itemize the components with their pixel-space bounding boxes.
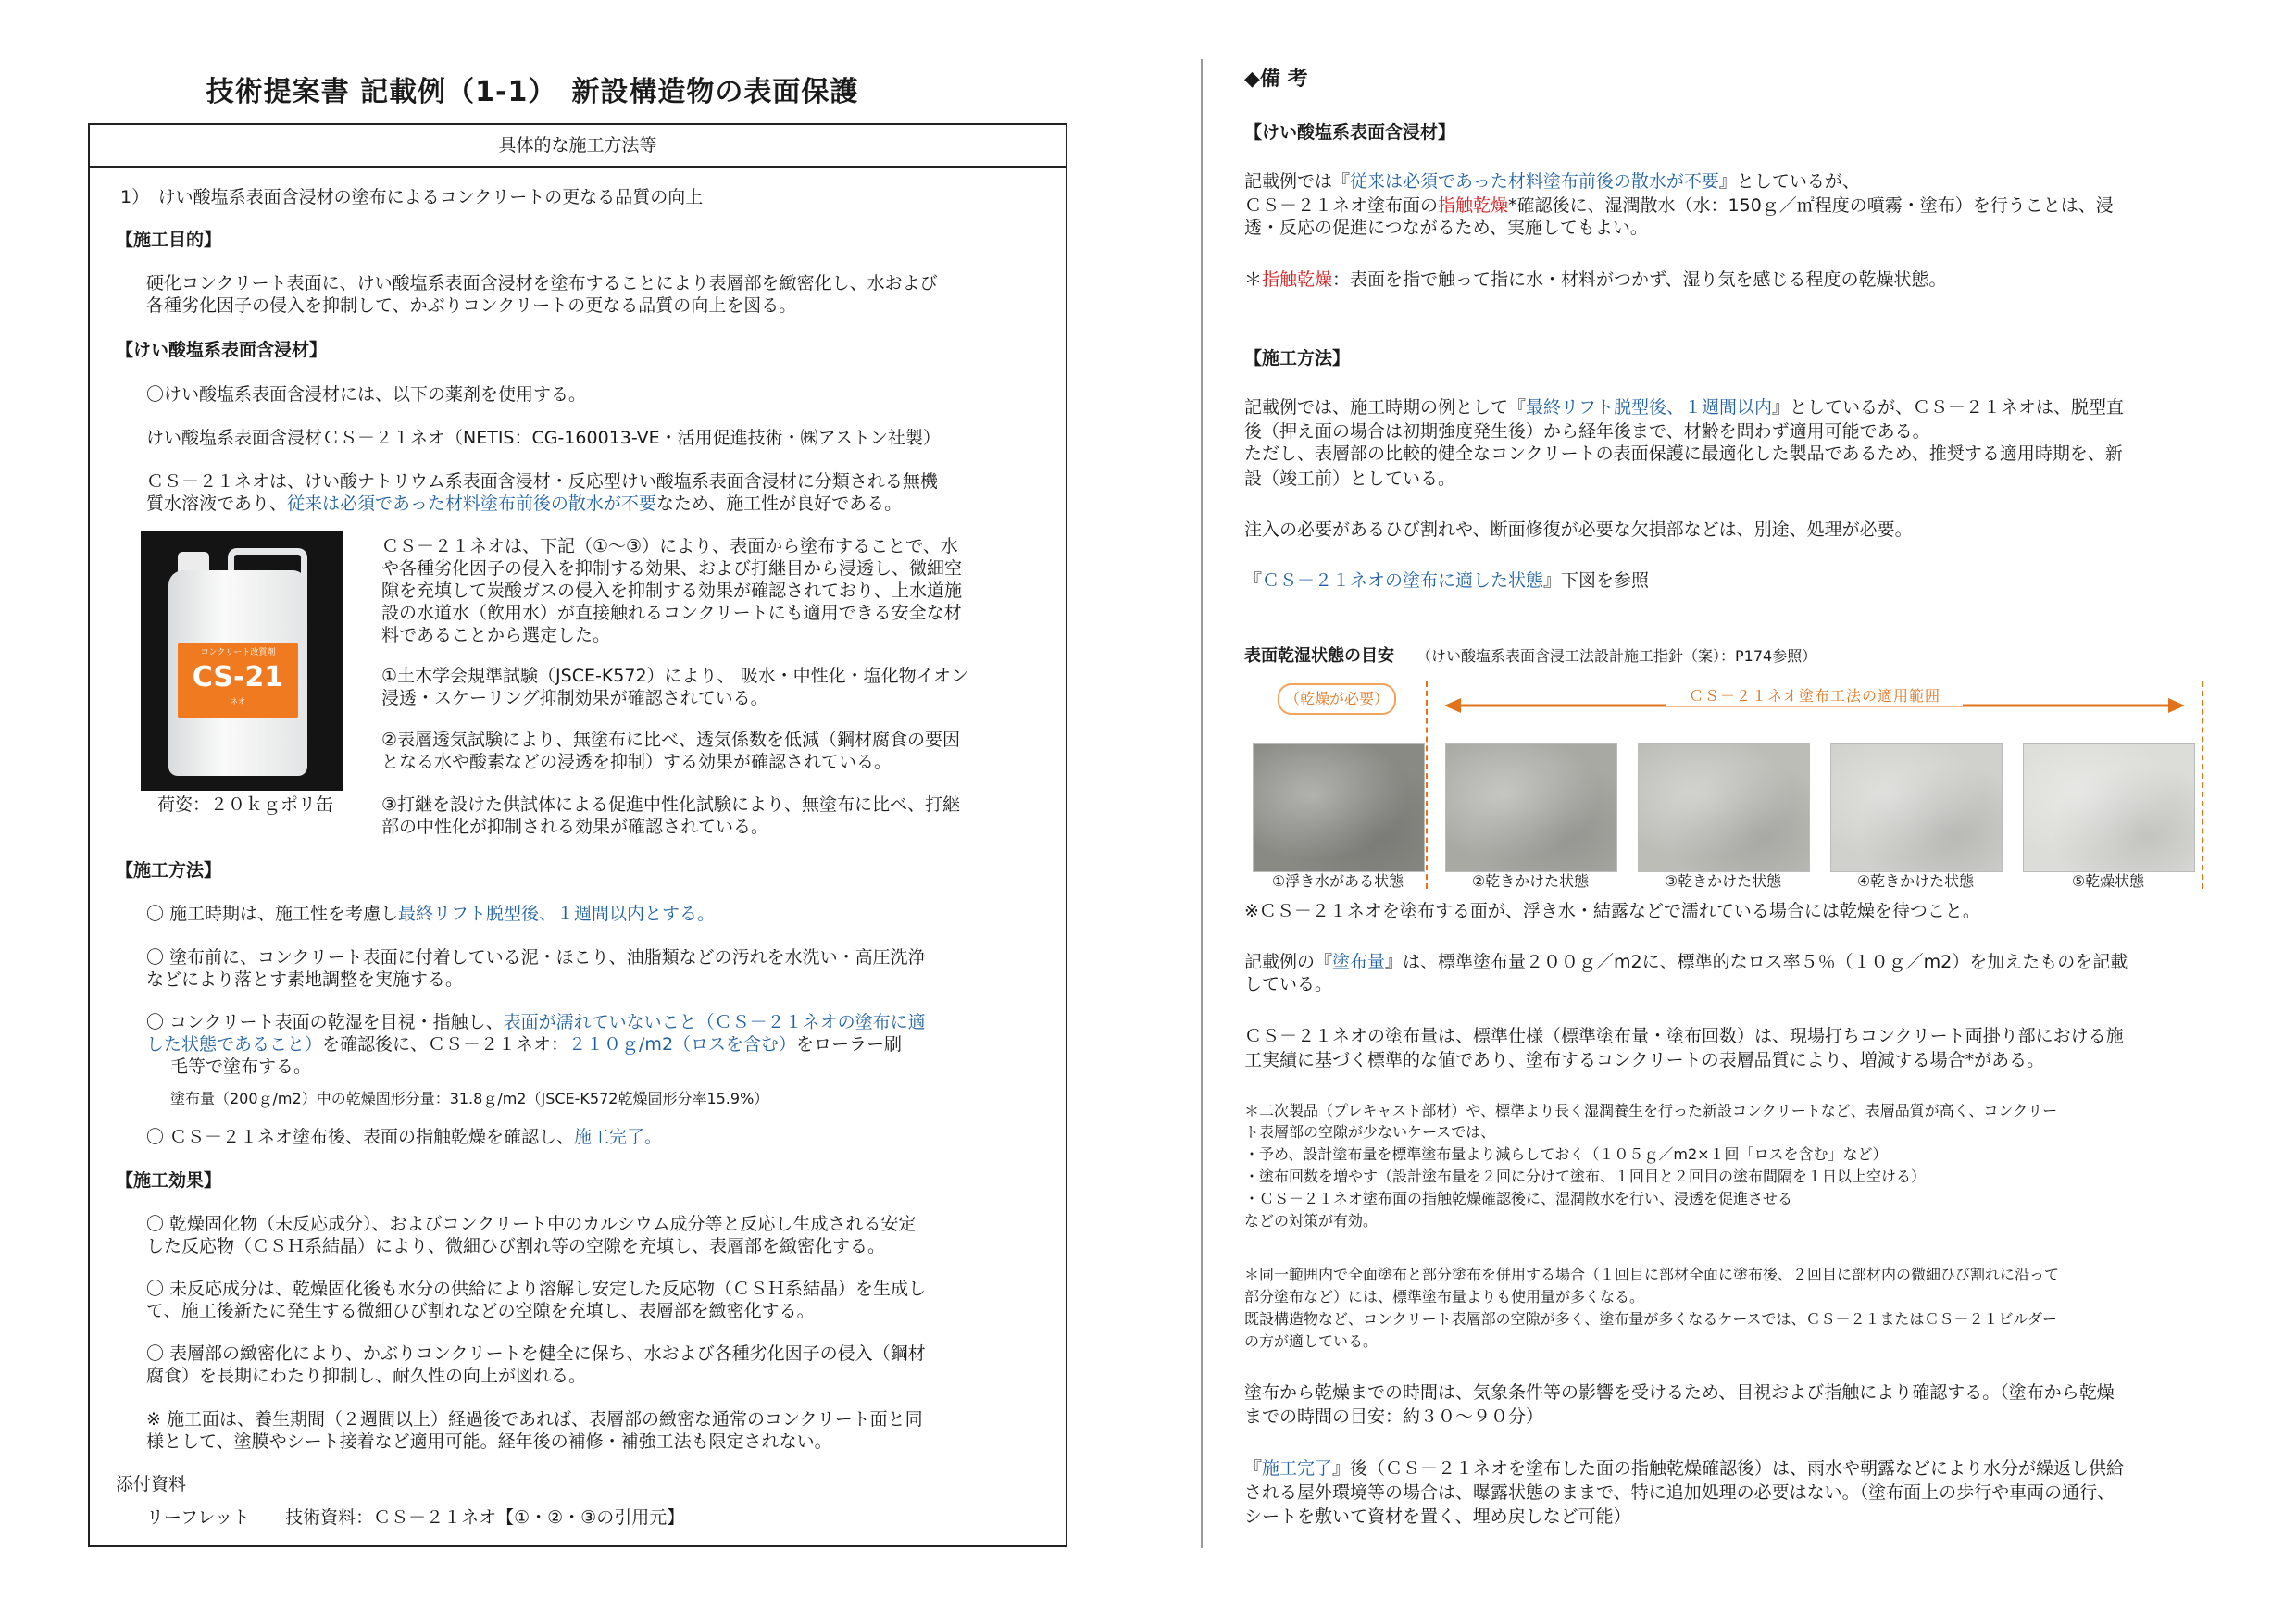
- photo-caption: 荷姿：２０ｋｇポリ缶: [157, 794, 334, 815]
- amount-line-4: 工実績に基づく標準的な値であり、塗布するコンクリートの表層品質により、増減する場合*がある。: [1244, 1050, 2045, 1070]
- amount-line-2: している。: [1244, 974, 1333, 994]
- effect-c-line-2: 腐食）を長期にわたり抑制し、耐久性の向上が図れる。: [146, 1366, 587, 1386]
- material-line-1: 〇けい酸塩系表面含浸材には、以下の薬剤を使用する。: [146, 384, 587, 405]
- remarks-material-heading: 【けい酸塩系表面含浸材】: [1244, 122, 1456, 143]
- method-heading: 【施工方法】: [116, 860, 222, 881]
- remarks-method-line-5: 注入の必要があるひび割れや、断面修復が必要な欠損部などは、別途、処理が必要。: [1244, 519, 1913, 540]
- sub-note-3: ・予め、設計塗布量を標準塗布量より減らしておく（１０５ｇ／m2×１回「ロスを含む」など）: [1244, 1145, 1888, 1163]
- purpose-line-2: 各種劣化因子の侵入を抑制して、かぶりコンクリートの更なる品質の向上を図る。: [146, 295, 797, 316]
- product-label: [178, 643, 298, 718]
- selection-line-5: 料であることから選定した。: [381, 625, 611, 645]
- remarks-note-finger-dry: ＊指触乾燥：表面を指で触って指に水・材料がつかず、湿り気を感じる程度の乾燥状態。: [1244, 269, 1947, 290]
- note-line-1: ※ 施工面は、養生期間（２週間以上）経過後であれば、表層部の緻密な通常のコンクリート面と同: [146, 1409, 923, 1430]
- material-heading: 【けい酸塩系表面含浸材】: [116, 340, 328, 360]
- surface-swatch-5: [2023, 743, 2195, 872]
- page-title: 技術提案書 記載例（1-1） 新設構造物の表面保護: [206, 76, 859, 108]
- swatch-caption-3: ③乾きかけた状態: [1664, 872, 1782, 890]
- swatch-caption-4: ④乾きかけた状態: [1856, 872, 1975, 890]
- remarks-method-line-2: 後（押え面の場合は初期強度発生後）から経年後まで、材齢を問わず適用可能である。: [1244, 421, 1930, 442]
- attachment-line: リーフレット 技術資料：ＣＳ－２１ネオ【①・②・③の引用元】: [146, 1507, 685, 1528]
- material-line-4: 質水溶液であり、従来は必須であった材料塗布前後の散水が不要なため、施工性が良好である。: [146, 493, 903, 514]
- effect-b-line-1: 〇 未反応成分は、乾燥固化後も水分の供給により溶解し安定した反応物（ＣＳＨ系結晶）を生成し: [146, 1279, 927, 1299]
- method-3-line-1: 〇 コンクリート表面の乾湿を目視・指触し、表面が濡れていないこと（ＣＳ－２１ネオの塗布に適: [146, 1012, 926, 1032]
- drying-time-line-1: 塗布から乾燥までの時間は、気象条件等の影響を受けるため、目視および指触により確認する。（塗布から乾燥: [1244, 1382, 2115, 1403]
- swatch-caption-1: ①浮き水がある状態: [1271, 872, 1404, 890]
- method-3-line-2: した状態であること）を確認後に、ＣＳ－２１ネオ：２１０ｇ/m2（ロスを含む）をローラー刷: [146, 1034, 903, 1055]
- range-start-marker: [1426, 681, 1428, 889]
- method-2-line-1: 〇 塗布前に、コンクリート表面に付着している泥・ほこり、油脂類などの汚れを水洗い・高圧洗浄: [146, 947, 926, 968]
- method-3-solids: 塗布量（200ｇ/m2）中の乾燥固形分量：31.8ｇ/m2（JSCE-K572乾燥固形分率15.9%）: [170, 1090, 769, 1107]
- product-photo: [141, 531, 343, 791]
- purpose-line-1: 硬化コンクリート表面に、けい酸塩系表面含浸材を塗布することにより表層部を緻密化し、水および: [146, 273, 938, 294]
- note-line-2: 様として、塗膜やシート接着など適用可能。経年後の補修・補強工法も限定されない。: [146, 1431, 832, 1452]
- remarks-method-line-3: ただし、表層部の比較的健全なコンクリートの表面保護に最適化した製品であるため、推奨する適用時期を、新: [1244, 443, 2123, 464]
- surface-swatch-4: [1830, 743, 2003, 872]
- range-label: ＣＳ－２１ネオ塗布工法の適用範囲: [1666, 686, 1963, 706]
- wet-surface-note: ※ＣＳ－２１ネオを塗布する面が、浮き水・結露などで濡れている場合には乾燥を待つこと。: [1244, 901, 1980, 921]
- remarks-line-3: 透・反応の促進につながるため、実施してもよい。: [1244, 218, 1648, 238]
- sub-note-8: 部分塗布など）には、標準塗布量よりも使用量が多くなる。: [1244, 1288, 1645, 1305]
- swatch-caption-2: ②乾きかけた状態: [1471, 872, 1590, 890]
- remarks-method-line-1: 記載例では、施工時期の例として『最終リフト脱型後、１週間以内』としているが、ＣＳ－２１ネオは、脱型直: [1244, 397, 2125, 418]
- completion-line-2: される屋外環境等の場合は、曝露状態のままで、特に追加処理の必要はない。（塗布面上の歩行や車両の通行、: [1244, 1482, 2115, 1503]
- page-divider: [1201, 59, 1203, 1548]
- figure-ref: （けい酸塩系表面含浸工法設計施工指針（案）：P174参照）: [1416, 647, 1817, 665]
- effect-a-line-2: した反応物（ＣＳＨ系結晶）により、微細ひび割れ等の空隙を充填し、表層部を緻密化する。: [146, 1236, 886, 1256]
- selection-line-2: や各種劣化因子の侵入を抑制する効果、および打継目から浸透し、微細空: [381, 558, 963, 579]
- remarks-line-1: 記載例では『従来は必須であった材料塗布前後の散水が不要』としているが、: [1244, 171, 1860, 192]
- method-3-line-3: 毛等で塗布する。: [170, 1056, 312, 1077]
- completion-line-1: 『施工完了』後（ＣＳ－２１ネオを塗布した面の指触乾燥確認後）は、雨水や朝露などにより水分が繰返し供給: [1244, 1458, 2125, 1479]
- surface-swatch-2: [1445, 743, 1617, 872]
- product-label-big: CS-21: [192, 661, 284, 693]
- swatch-caption-5: ⑤乾燥状態: [2071, 872, 2145, 890]
- sub-note-1: ＊二次製品（プレキャスト部材）や、標準より長く湿潤養生を行った新設コンクリートなど、表層品質が高く、コンクリー: [1244, 1102, 2058, 1119]
- sub-note-2: ト表層部の空隙が少ないケースでは、: [1244, 1123, 1496, 1141]
- sub-note-10: の方が適している。: [1244, 1332, 1379, 1350]
- sub-note-5: ・ＣＳ－２１ネオ塗布面の指触乾燥確認後に、湿潤散水を行い、浸透を促進させる: [1244, 1190, 1793, 1207]
- effect-1-line-2: 浸透・スケーリング抑制効果が確認されている。: [381, 688, 768, 708]
- amount-line-3: ＣＳ－２１ネオの塗布量は、標準仕様（標準塗布量・塗布回数）は、現場打ちコンクリート両掛り部における施: [1244, 1026, 2124, 1046]
- surface-swatch-1: [1253, 743, 1425, 872]
- effect-3-line-2: 部の中性化が抑制される効果が確認されている。: [381, 817, 769, 837]
- material-line-2: けい酸塩系表面含浸材ＣＳ－２１ネオ（NETIS：CG-160013-VE・活用促進技術・㈱アストン社製）: [146, 428, 941, 448]
- needs-drying-badge: （乾燥が必要）: [1278, 683, 1396, 715]
- effect-1-line-1: ①土木学会規準試験（JSCE-K572）により、 吸水・中性化・塩化物イオン: [381, 666, 969, 686]
- product-label-tiny: ネオ: [231, 697, 245, 706]
- sub-note-9: 既設構造物など、コンクリート表層部の空隙が多く、塗布量が多くなるケースでは、ＣＳ－２１またはＣＳ－２１ビルダー: [1244, 1310, 2057, 1328]
- sub-note-7: ＊同一範囲内で全面塗布と部分塗布を併用する場合（１回目に部材全面に塗布後、２回目に部材内の微細ひび割れに沿って: [1244, 1266, 2060, 1283]
- selection-line-3: 隙を充填して炭酸ガスの侵入を抑制する効果が確認されており、上水道施: [381, 581, 963, 601]
- material-line-3: ＣＳ－２１ネオは、けい酸ナトリウム系表面含浸材・反応型けい酸塩系表面含浸材に分類される無機: [146, 471, 938, 492]
- method-4: 〇 ＣＳ－２１ネオ塗布後、表面の指触乾燥を確認し、施工完了。: [146, 1127, 663, 1147]
- selection-line-4: 設の水道水（飲用水）が直接触れるコンクリートにも適用できる安全な材: [381, 603, 962, 623]
- effect-2-line-2: となる水や酸素などの浸透を抑制）する効果が確認されている。: [381, 752, 892, 772]
- effect-a-line-1: 〇 乾燥固化物（未反応成分）、およびコンクリート中のカルシウム成分等と反応し生成される安定: [146, 1214, 917, 1234]
- completion-line-3: シートを敷いて資材を置く、埋め戻しなど可能）: [1244, 1506, 1631, 1527]
- remarks-method-heading: 【施工方法】: [1244, 348, 1351, 369]
- sub-note-6: などの対策が有効。: [1244, 1212, 1379, 1230]
- remarks-line-2: ＣＳ－２１ネオ塗布面の指触乾燥*確認後に、湿潤散水（水：150ｇ／㎡程度の噴霧・塗布）を行うことは、浸: [1244, 195, 2114, 216]
- effect-3-line-1: ③打継を設けた供試体による促進中性化試験により、無塗布に比べ、打継: [381, 794, 961, 815]
- remarks-title: ◆備 考: [1244, 68, 1308, 91]
- range-end-marker: [2202, 681, 2203, 889]
- amount-line-1: 記載例の『塗布量』は、標準塗布量２００ｇ／m2に、標準的なロス率５％（１０ｇ／m2）を加えたものを記載: [1244, 952, 2128, 972]
- purpose-heading: 【施工目的】: [116, 230, 222, 250]
- surface-swatch-3: [1638, 743, 1810, 872]
- effect-2-line-1: ②表層透気試験により、無塗布に比べ、透気係数を低減（鋼材腐食の要因: [381, 730, 961, 750]
- method-1: 〇 施工時期は、施工性を考慮し最終リフト脱型後、１週間以内とする。: [146, 904, 716, 924]
- attachment-heading: 添付資料: [116, 1474, 187, 1494]
- effect-b-line-2: て、施工後新たに発生する微細ひび割れなどの空隙を充填し、表層部を緻密化する。: [146, 1301, 815, 1321]
- remarks-method-line-6: 『ＣＳ－２１ネオの塗布に適した状態』下図を参照: [1244, 570, 1650, 591]
- item-1-heading: 1） けい酸塩系表面含浸材の塗布によるコンクリートの更なる品質の向上: [120, 187, 704, 207]
- sub-note-4: ・塗布回数を増やす（設計塗布量を２回に分けて塗布、１回目と２回目の塗布間隔を１日以上空ける）: [1244, 1168, 1927, 1185]
- selection-line-1: ＣＳ－２１ネオは、下記（①～③）により、表面から塗布することで、水: [381, 536, 958, 556]
- effect-heading: 【施工効果】: [116, 1170, 222, 1191]
- product-label-small: コンクリート改質剤: [200, 648, 276, 657]
- figure-title: 表面乾湿状態の目安: [1244, 646, 1394, 666]
- drying-time-line-2: までの時間の目安：約３０～９０分）: [1244, 1406, 1544, 1427]
- effect-c-line-1: 〇 表層部の緻密化により、かぶりコンクリートを健全に保ち、水および各種劣化因子の侵入（鋼材: [146, 1343, 926, 1364]
- remarks-method-line-4: 設（竣工前）としている。: [1244, 468, 1456, 489]
- figure-header: [1244, 645, 1816, 668]
- box-header: 具体的な施工方法等: [90, 125, 1066, 168]
- method-2-line-2: などにより落とす素地調整を実施する。: [146, 969, 464, 990]
